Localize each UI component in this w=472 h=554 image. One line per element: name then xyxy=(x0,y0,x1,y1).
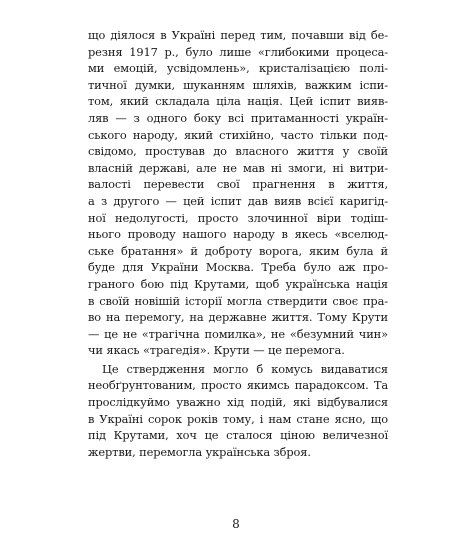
text-line: під Крутами, хоч це сталося ціною величезної xyxy=(88,428,388,443)
text-line: прослідкуймо уважно хід подій, які відбувалися xyxy=(88,395,388,410)
paragraph-2 xyxy=(88,361,388,461)
text-line: во на перемогу, на державне життя. Тому Крути xyxy=(88,310,388,325)
page-number: 8 xyxy=(232,517,240,531)
text-line: том, який складала ціла нація. Цей іспит вияв- xyxy=(88,94,388,109)
text-line: нього проводу нашого народу в якесь «вселюд- xyxy=(88,227,388,242)
text-line: граного бою під Крутами, щоб українська нація xyxy=(88,276,388,291)
text-line: Це ствердження могло б комусь видаватися xyxy=(102,361,388,376)
text-line: резня 1917 р., було лише «глибокими процеса- xyxy=(88,44,388,59)
text-line: валості перевести свої прагнення в життя, xyxy=(88,177,388,192)
text-line: жертви, перемогла українська зброя. xyxy=(88,444,311,459)
text-line: ми емоцій, усвідомлень», кристалізацією полі- xyxy=(88,61,388,76)
text-line: буде для України Москва. Треба було аж про- xyxy=(88,260,388,275)
text-line: необґрунтованим, просто якимсь парадоксом. Та xyxy=(88,378,388,393)
text-line: а з другого — цей іспит дав вияв всієї каригід- xyxy=(88,193,388,208)
text-line: ної недолугості, просто злочинної віри тодіш- xyxy=(88,210,388,225)
body-text xyxy=(88,27,388,460)
text-line: ляв — з одного боку всі притаманності україн- xyxy=(88,110,388,125)
text-line: чи якась «трагедія». Крути — це перемога. xyxy=(88,343,345,358)
text-line: в своїй новішій історії могла ствердити своє пра- xyxy=(88,293,388,308)
text-line: ського народу, який стихійно, часто тільки под- xyxy=(88,127,388,142)
text-line: що діялося в Україні перед тим, почавши від бе- xyxy=(88,28,388,42)
text-line: свідомо, простував до власного життя у своїй xyxy=(88,144,388,159)
text-line: власній державі, але не мав ні змоги, ні витри- xyxy=(88,160,388,175)
text-line: тичної думки, шуканням шляхів, важким іспи- xyxy=(88,77,388,92)
text-line: ське братання» й доброту ворога, яким була й xyxy=(88,243,388,258)
text-line: — це не «трагічна помилка», не «безумний чин» xyxy=(88,326,388,341)
text-line: в Україні сорок років тому, і нам стане ясно, що xyxy=(88,411,388,426)
paragraph-1 xyxy=(88,27,388,359)
